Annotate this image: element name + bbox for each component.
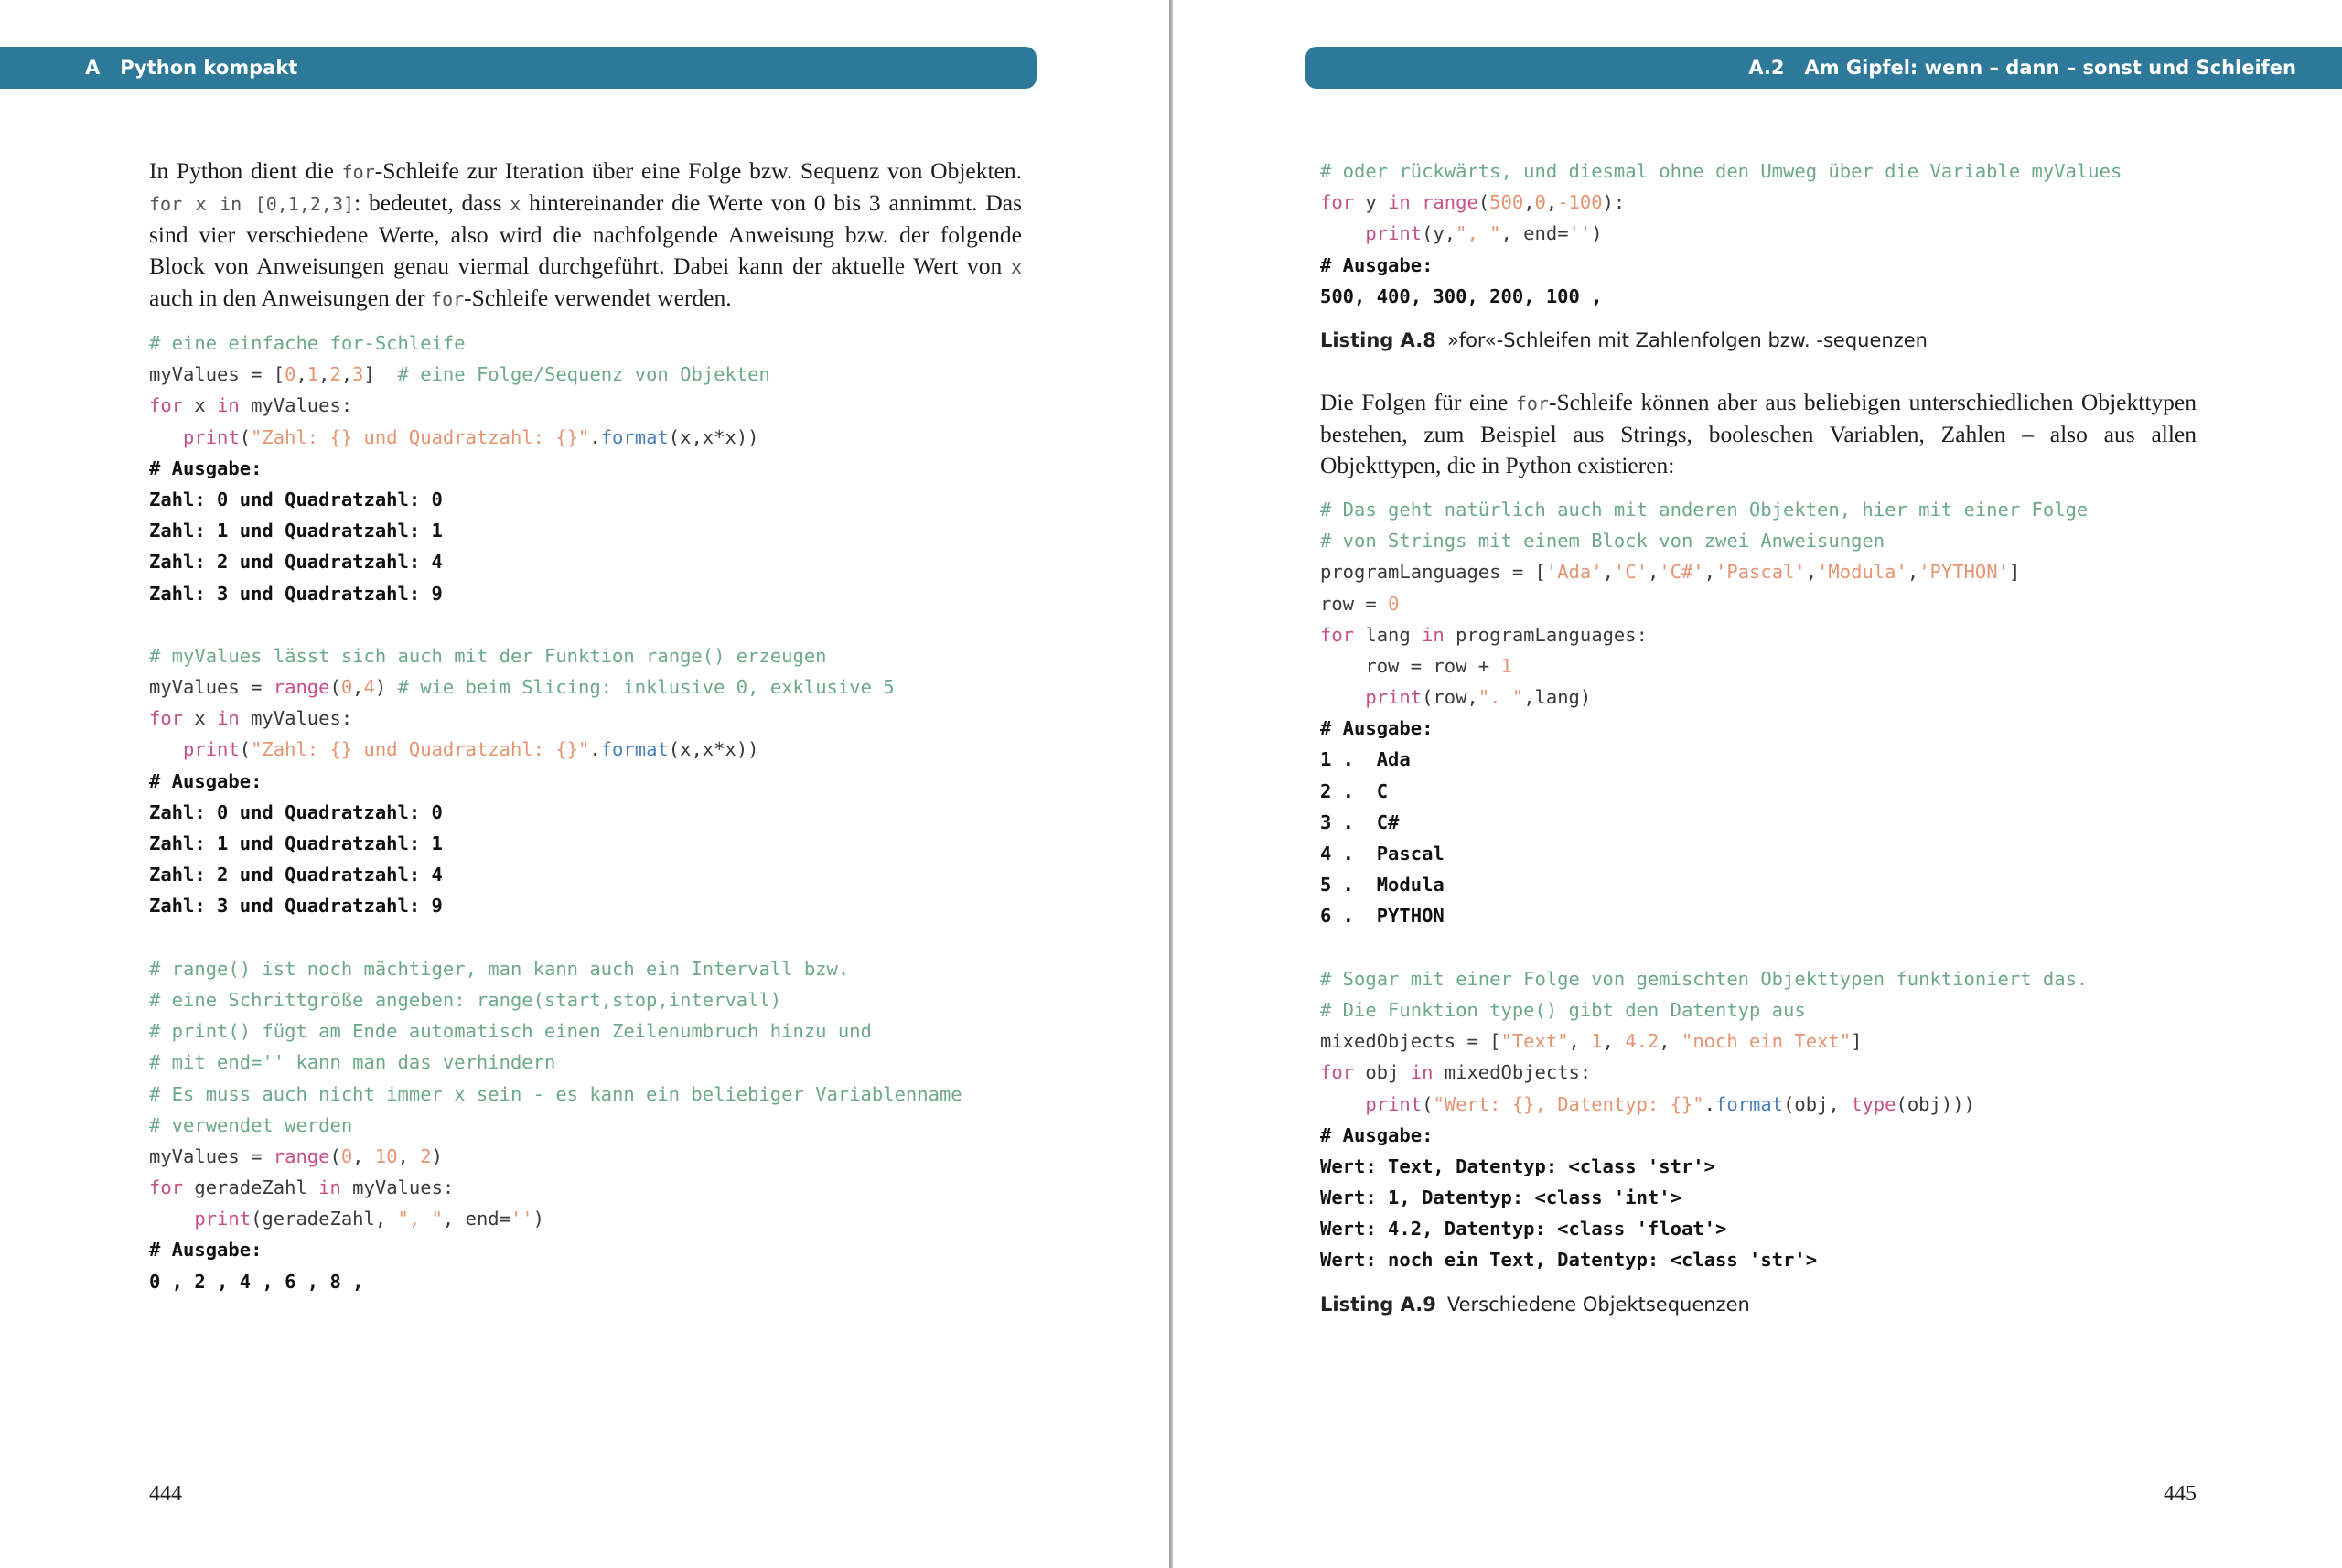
code-line	[149, 1172, 1022, 1203]
code-token	[149, 426, 183, 448]
running-header-left	[0, 47, 1037, 89]
code-line	[149, 453, 1022, 484]
code-token: ,	[318, 363, 330, 386]
code-line	[1320, 218, 2197, 249]
code-token: myValues:	[239, 707, 353, 730]
code-token: range	[273, 1144, 330, 1167]
code-line	[149, 422, 1022, 453]
code-token: print	[1365, 1092, 1423, 1115]
code-token: Zahl: 0 und Quadratzahl: 0	[149, 800, 443, 823]
code-token: ,	[352, 676, 364, 699]
code-line	[149, 1015, 1022, 1047]
code-token: myValues =	[149, 676, 274, 699]
code-token: mixedObjects:	[1433, 1061, 1592, 1084]
code-token: # eine einfache for-Schleife	[149, 332, 466, 354]
code-token: # print() fügt am Ende automatisch einen Zeilenumbruch hinzu und	[149, 1020, 872, 1043]
code-line	[1320, 838, 2197, 869]
code-token: (x,x*x))	[668, 738, 759, 761]
code-token: 2 . C	[1320, 779, 1389, 802]
code-line	[1320, 1120, 2197, 1151]
code-token: Wert: noch ein Text, Datentyp: <class 'str'>	[1320, 1249, 1818, 1272]
code-listing	[1320, 494, 2197, 1276]
code-line	[149, 1234, 1022, 1265]
code-token: x	[183, 394, 218, 417]
code-token: print	[183, 738, 240, 761]
code-token: 10	[374, 1144, 398, 1167]
code-line	[149, 1079, 1022, 1110]
code-line	[149, 640, 1022, 671]
code-token	[149, 1208, 194, 1230]
code-token: Zahl: 2 und Quadratzahl: 4	[149, 864, 443, 886]
code-token: Wert: 1, Datentyp: <class 'int'>	[1320, 1187, 1681, 1209]
code-line	[149, 890, 1022, 921]
code-line	[1320, 1213, 2197, 1244]
code-token: Zahl: 2 und Quadratzahl: 4	[149, 551, 443, 574]
code-line	[1320, 932, 2197, 963]
text-run: hintereinander die Werte von 0 bis 3 annimmt. Das sind vier verschiedene Werte, also wird die nachfolgende Anweisung bzw. der folgende Block von Anweisungen genau viermal durchgeführt. Dabei kann der aktuelle Wert von	[149, 189, 1022, 279]
code-line	[149, 671, 1022, 703]
code-token: ,	[397, 1144, 421, 1167]
header-section-title: Am Gipfel: wenn – dann – sonst und Schleifen	[1804, 57, 2296, 79]
text-run: In Python dient die	[149, 157, 342, 184]
code-line	[1320, 650, 2197, 682]
code-line	[149, 359, 1022, 390]
code-token: format	[600, 425, 669, 448]
code-line	[1320, 281, 2197, 312]
code-line	[1320, 1182, 2197, 1213]
text-run: Die Folgen für eine	[1320, 388, 1516, 415]
code-token	[1320, 222, 1365, 244]
left-page	[0, 0, 1169, 1568]
code-token: 'C'	[1613, 561, 1648, 584]
code-token: ", "	[1456, 222, 1501, 245]
text-run: : bedeutet, dass	[354, 189, 510, 216]
code-token: range	[273, 676, 330, 699]
code-token: .	[1703, 1092, 1715, 1115]
code-token: ,	[1907, 561, 1919, 584]
code-token: -100	[1557, 191, 1603, 214]
code-token: "Wert: {}, Datentyp: {}"	[1433, 1092, 1704, 1115]
code-token: "Zahl: {} und Quadratzahl: {}"	[251, 738, 590, 761]
code-token: print	[1365, 686, 1423, 709]
header-section-number: A	[85, 57, 101, 79]
code-token: x	[183, 707, 218, 730]
inline-code: x	[510, 193, 521, 215]
code-line	[1320, 1151, 2197, 1182]
code-token: ):	[1602, 191, 1626, 214]
code-token: ,	[1602, 1030, 1626, 1053]
code-token: for	[1320, 623, 1355, 646]
code-token: ]	[1851, 1030, 1863, 1053]
code-token: "Text"	[1500, 1030, 1569, 1053]
code-line	[1320, 1057, 2197, 1088]
left-page-body	[149, 156, 1022, 1297]
code-token: (geradeZahl,	[251, 1208, 398, 1230]
code-line	[149, 328, 1022, 359]
code-token: 3 . C#	[1320, 811, 1400, 833]
code-token: 1 . Ada	[1320, 748, 1411, 771]
inline-code: for	[341, 161, 375, 183]
code-token: ,	[1602, 561, 1614, 584]
code-token: (	[329, 676, 341, 699]
code-line	[149, 1266, 1022, 1297]
code-line	[149, 797, 1022, 828]
code-token: 4.2	[1625, 1030, 1660, 1053]
code-token: in	[217, 394, 240, 417]
code-line	[149, 515, 1022, 546]
code-token: y	[1354, 191, 1389, 214]
code-line	[1320, 156, 2197, 187]
code-token: (	[1477, 191, 1490, 214]
code-token: Wert: 4.2, Datentyp: <class 'float'>	[1320, 1218, 1727, 1240]
code-token: 4 . Pascal	[1320, 843, 1445, 865]
code-token: (	[1422, 1092, 1434, 1115]
listing-label: Listing A.8	[1320, 328, 1436, 351]
code-line	[1320, 187, 2197, 218]
code-token: 3	[352, 363, 364, 386]
code-token: ''	[510, 1208, 533, 1230]
running-header-right	[1305, 47, 2342, 89]
code-token: # Ausgabe:	[149, 769, 263, 792]
code-line	[1320, 807, 2197, 838]
code-token: 0	[340, 1144, 353, 1167]
code-token: for	[149, 394, 184, 417]
page-number: 445	[2164, 1482, 2197, 1506]
code-token: myValues:	[239, 394, 353, 417]
code-token: lang	[1354, 623, 1423, 646]
code-line	[149, 1047, 1022, 1078]
code-token: .	[589, 425, 601, 448]
code-token: for	[1320, 191, 1355, 214]
code-token: Zahl: 3 und Quadratzahl: 9	[149, 582, 443, 605]
code-line	[1320, 682, 2197, 713]
code-line	[1320, 713, 2197, 744]
code-token: 1	[1500, 654, 1512, 677]
code-token: )	[374, 676, 398, 699]
code-token: (	[329, 1144, 341, 1167]
code-token: for	[149, 1176, 184, 1199]
code-token: Zahl: 3 und Quadratzahl: 9	[149, 895, 443, 918]
header-section-title: Python kompakt	[120, 57, 298, 79]
code-token: 'Ada'	[1545, 561, 1603, 584]
code-token: # von Strings mit einem Block von zwei Anweisungen	[1320, 530, 1885, 553]
code-token: 1	[1591, 1030, 1603, 1053]
code-token: # Ausgabe:	[1320, 253, 1434, 276]
code-token: ''	[1568, 222, 1592, 245]
code-token: (x,x*x))	[668, 425, 759, 448]
code-token: 'PYTHON'	[1918, 561, 2009, 584]
code-token: ]	[2008, 561, 2021, 584]
code-token: in	[318, 1176, 341, 1199]
code-token: # oder rückwärts, und diesmal ohne den Umweg über die Variable myValues	[1320, 160, 2122, 182]
code-token: myValues = [	[149, 363, 285, 386]
code-token: 'C#'	[1659, 561, 1704, 584]
code-token: 0	[340, 676, 353, 699]
code-line	[1320, 525, 2197, 556]
code-line	[1320, 619, 2197, 650]
code-line	[149, 734, 1022, 765]
code-token: ,	[1703, 561, 1715, 584]
code-token: # Ausgabe:	[1320, 1123, 1434, 1146]
code-line	[149, 703, 1022, 734]
code-token: (	[239, 425, 252, 448]
body-paragraph	[149, 156, 1022, 315]
code-token: # range() ist noch mächtiger, man kann auch ein Intervall bzw.	[149, 957, 850, 980]
code-line	[149, 390, 1022, 421]
code-token: 500	[1489, 191, 1524, 214]
code-line	[149, 922, 1022, 953]
code-line	[149, 1203, 1022, 1234]
code-token: ,	[295, 363, 307, 386]
code-token: row = row +	[1320, 654, 1501, 677]
code-token: "noch ein Text"	[1681, 1030, 1852, 1053]
text-run: auch in den Anweisungen der	[149, 285, 432, 311]
code-token: )	[1591, 222, 1603, 245]
code-line	[1320, 494, 2197, 525]
code-line	[1320, 1026, 2197, 1057]
code-line	[1320, 869, 2197, 900]
code-token: # Ausgabe:	[1320, 717, 1434, 740]
code-token: 0 , 2 , 4 , 6 , 8 ,	[149, 1270, 364, 1293]
code-token: Zahl: 1 und Quadratzahl: 1	[149, 520, 443, 542]
code-token: ,	[1647, 561, 1660, 584]
code-token: 5 . Modula	[1320, 874, 1445, 897]
inline-code: x	[1010, 256, 1022, 278]
code-token: # Ausgabe:	[149, 456, 263, 479]
code-line	[1320, 556, 2197, 587]
listing-title: »for«-Schleifen mit Zahlenfolgen bzw. -sequenzen	[1446, 328, 1928, 351]
code-token: ,	[1805, 561, 1818, 584]
inline-code: for x in [0,1,2,3]	[149, 193, 355, 215]
code-token: format	[1715, 1092, 1784, 1115]
code-token: in	[1388, 191, 1411, 214]
code-line	[1320, 1244, 2197, 1275]
code-line	[149, 984, 1022, 1015]
code-token: type	[1851, 1092, 1896, 1115]
code-line	[1320, 900, 2197, 931]
code-line	[1320, 776, 2197, 807]
code-token: # Die Funktion type() gibt den Datentyp aus	[1320, 998, 1806, 1021]
code-token: # myValues lässt sich auch mit der Funktion range() erzeugen	[149, 644, 827, 667]
code-token: , end=	[442, 1208, 510, 1230]
code-token: 0	[1534, 191, 1546, 214]
code-token: # mit end='' kann man das verhindern	[149, 1051, 556, 1074]
text-run: -Schleife können aber aus beliebigen unterschiedlichen Objekttypen bestehen, zum Beispiel aus Strings, booleschen Variablen, Zahlen – also aus allen Objekttypen, die in Python existieren:	[1320, 388, 2197, 478]
code-token: (	[239, 738, 252, 761]
code-token: 4	[363, 676, 375, 699]
code-token: in	[1422, 623, 1445, 646]
text-run: -Schleife verwendet werden.	[464, 285, 732, 311]
code-line	[1320, 963, 2197, 994]
code-line	[149, 546, 1022, 577]
code-token: in	[217, 707, 240, 730]
code-token: # eine Folge/Sequenz von Objekten	[397, 363, 770, 386]
listing-caption	[1320, 325, 2197, 356]
code-line	[149, 1110, 1022, 1141]
right-page	[1173, 0, 2342, 1568]
code-token: myValues:	[340, 1176, 455, 1199]
code-token: row =	[1320, 592, 1389, 615]
code-token: (obj,	[1783, 1092, 1852, 1115]
code-token: # Es muss auch nicht immer x sein - es kann ein beliebiger Variablenname	[149, 1082, 962, 1105]
code-token: range	[1422, 191, 1478, 214]
code-token	[1320, 686, 1365, 708]
code-line	[1320, 250, 2197, 281]
code-token: ,	[340, 363, 353, 386]
code-token: (obj)))	[1896, 1092, 1975, 1115]
code-token: ,lang)	[1523, 686, 1592, 709]
code-token: 2	[420, 1144, 432, 1167]
code-token: ". "	[1477, 686, 1524, 709]
inline-code: for	[431, 288, 465, 310]
code-token: Wert: Text, Datentyp: <class 'str'>	[1320, 1155, 1715, 1177]
code-token: .	[589, 738, 601, 761]
code-token: 0	[285, 363, 296, 386]
code-token: ]	[363, 363, 398, 386]
code-line	[149, 953, 1022, 984]
code-listing	[149, 328, 1022, 1297]
code-line	[1320, 994, 2197, 1026]
code-token: # Das geht natürlich auch mit anderen Objekten, hier mit einer Folge	[1320, 498, 2089, 521]
code-token: 1	[306, 363, 319, 386]
code-token: programLanguages:	[1444, 623, 1648, 646]
listing-title: Verschiedene Objektsequenzen	[1446, 1293, 1750, 1316]
right-page-body	[1320, 156, 2197, 1351]
listing-label: Listing A.9	[1320, 1293, 1436, 1316]
text-run: -Schleife zur Iteration über eine Folge bzw. Sequenz von Objekten.	[374, 157, 1022, 184]
code-token: )	[532, 1208, 545, 1230]
code-token: myValues =	[149, 1144, 274, 1167]
header-section-number: A.2	[1748, 57, 1785, 79]
code-token: # wie beim Slicing: inklusive 0, exklusive 5	[397, 676, 895, 699]
body-paragraph	[1320, 387, 2197, 481]
code-token: Zahl: 0 und Quadratzahl: 0	[149, 488, 443, 510]
code-token: obj	[1354, 1061, 1411, 1084]
code-token: (y,	[1422, 222, 1456, 245]
code-token: # verwendet werden	[149, 1113, 353, 1136]
code-line	[149, 859, 1022, 890]
page-number: 444	[149, 1482, 182, 1506]
code-token	[149, 738, 183, 760]
code-token: )	[431, 1144, 443, 1167]
code-token: for	[1320, 1061, 1355, 1084]
code-line	[149, 609, 1022, 640]
code-token: 2	[329, 363, 341, 386]
code-token	[1411, 191, 1422, 213]
code-line	[149, 578, 1022, 609]
code-token: in	[1410, 1061, 1434, 1084]
code-token: # Ausgabe:	[149, 1239, 263, 1262]
listing-caption	[1320, 1289, 2197, 1320]
code-token: # Sogar mit einer Folge von gemischten Objekttypen funktioniert das.	[1320, 967, 2089, 990]
code-token: (row,	[1422, 686, 1478, 709]
code-token	[1320, 1093, 1365, 1115]
inline-code: for	[1515, 392, 1549, 414]
code-token: print	[183, 425, 240, 448]
code-token: print	[1365, 222, 1423, 245]
code-token: Zahl: 1 und Quadratzahl: 1	[149, 832, 443, 854]
code-token: ", "	[397, 1208, 443, 1230]
code-line	[149, 1141, 1022, 1172]
code-token: ,	[1523, 191, 1535, 214]
code-line	[1320, 588, 2197, 619]
code-token: 6 . PYTHON	[1320, 905, 1445, 928]
code-line	[149, 484, 1022, 515]
code-token: ,	[1659, 1030, 1681, 1053]
code-token: "Zahl: {} und Quadratzahl: {}"	[251, 425, 590, 448]
code-line	[149, 766, 1022, 797]
code-line	[1320, 744, 2197, 775]
code-token: 'Modula'	[1817, 561, 1907, 584]
code-line	[1320, 1089, 2197, 1120]
code-token: for	[149, 707, 184, 730]
code-token: 'Pascal'	[1715, 561, 1806, 584]
code-token: ,	[1545, 191, 1558, 214]
code-token: print	[194, 1208, 252, 1230]
code-token: 0	[1388, 592, 1400, 615]
code-token: format	[600, 738, 669, 761]
code-token: , end=	[1500, 222, 1569, 245]
code-token: geradeZahl	[183, 1176, 319, 1199]
code-token: # eine Schrittgröße angeben: range(start,stop,intervall)	[149, 988, 782, 1011]
code-line	[149, 828, 1022, 859]
code-token: mixedObjects = [	[1320, 1030, 1501, 1053]
code-token: ,	[1568, 1030, 1592, 1053]
code-token: ,	[352, 1144, 375, 1167]
code-token: programLanguages = [	[1320, 561, 1546, 584]
code-token: 500, 400, 300, 200, 100 ,	[1320, 285, 1603, 307]
code-listing	[1320, 156, 2197, 312]
